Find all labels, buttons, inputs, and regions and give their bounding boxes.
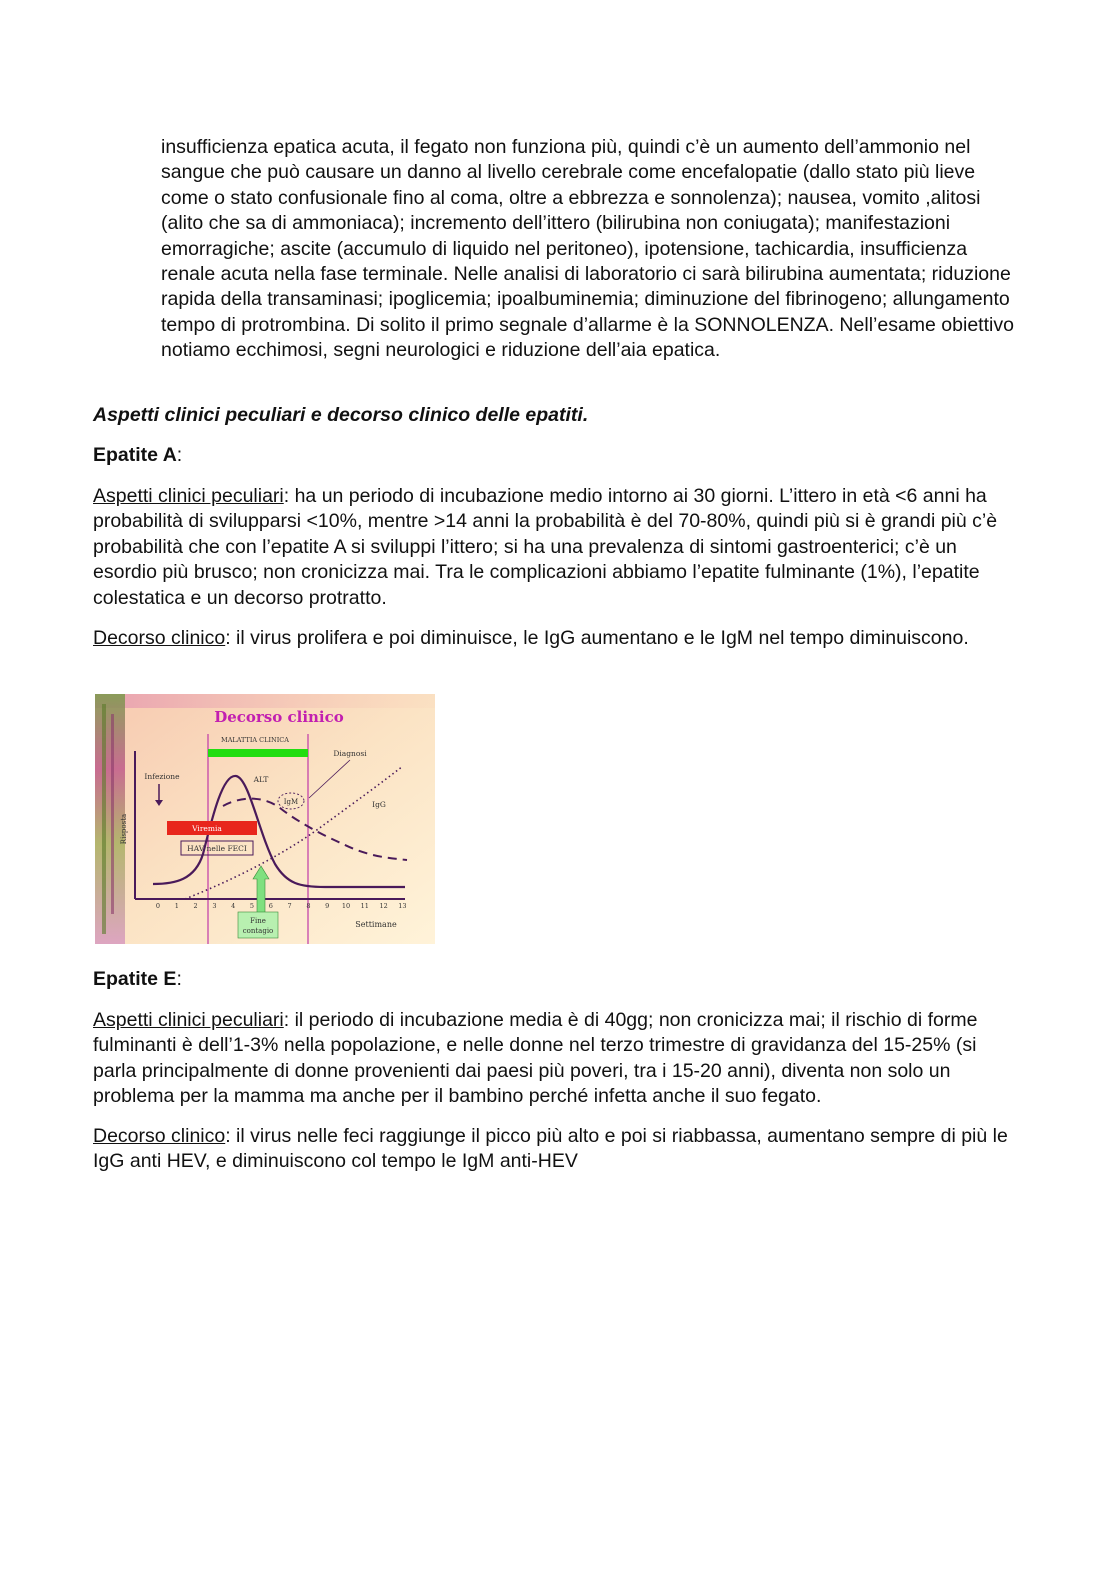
x-axis-tick-label: 6	[268, 902, 273, 910]
decorso-clinico-figure	[95, 694, 435, 944]
hepatitis-e-course-label: Decorso clinico	[93, 1125, 226, 1147]
x-axis-tick-label: 2	[193, 902, 198, 910]
end-contagion-line1: Fine	[250, 917, 266, 925]
diagnosis-label: Diagnosi	[333, 749, 367, 758]
x-axis-tick-label: 5	[249, 902, 255, 910]
section-title: Aspetti clinici peculiari e decorso clinico delle epatiti.	[93, 404, 589, 426]
hepatitis-e-title-colon: :	[176, 968, 182, 990]
igg-label: IgG	[372, 800, 386, 809]
hepatitis-a-clinical-label: Aspetti clinici peculiari	[93, 485, 284, 507]
x-axis-tick-label: 8	[306, 902, 311, 910]
end-contagion-line2: contagio	[242, 927, 274, 935]
x-axis-tick-label: 11	[360, 902, 369, 910]
hepatitis-a-clinical-text: : ha un periodo di incubazione medio intorno ai 30 giorni. L’ittero in età <6 anni ha probabilità di svilupparsi <10%, mentre >14 anni la probabilità è del 70-80%, quindi più si è grandi più c’è probabilità che con l’epatite A si sviluppi l’ittero; si ha una prevalenza di sintomi gastroenterici; c’è un esordio più brusco; non cronicizza mai. Tra le complicazioni abbiamo l’epatite fulminante (1%), l’epatite colestatica e un decorso protratto.	[93, 485, 998, 609]
hepatitis-e-title: Epatite E	[93, 968, 177, 990]
x-axis-tick-label: 4	[231, 902, 236, 910]
hepatitis-a-heading	[93, 443, 1018, 468]
hepatitis-e-clinical-text: : il periodo di incubazione media è di 40gg; non cronicizza mai; il rischio di forme fulminanti è dell’1-3% nella popolazione, e nelle donne nel terzo trimestre di gravidanza del 15-25% (si parla principalmente di donne provenienti dai paesi più poveri, tra i 15-20 anni), diventa non solo un problema per la mamma ma anche per il bambino perché infetta anche il suo fegato.	[93, 1009, 978, 1108]
hepatitis-e-clinical-label: Aspetti clinici peculiari	[93, 1009, 284, 1031]
hepatitis-e-course-text: : il virus nelle feci raggiunge il picco più alto e poi si riabbassa, aumentano sempre di più le IgG anti HEV, e diminuiscono col tempo le IgM anti-HEV	[93, 1125, 1008, 1173]
hepatitis-a-title: Epatite A	[93, 444, 177, 466]
clinical-disease-label: MALATTIA CLINICA	[221, 736, 289, 744]
hepatitis-a-course-label: Decorso clinico	[93, 627, 226, 649]
intro-paragraph: insufficienza epatica acuta, il fegato non funziona più, quindi c’è un aumento dell’ammonio nel sangue che può causare un danno al livello cerebrale come encefalopatie (dallo stato più lieve come o stato confusionale fino al coma, oltre a ebbrezza e sonnolenza); nausea, vomito ,alitosi (alito che sa di ammoniaca); incremento dell’ittero (bilirubina non coniugata); manifestazioni emorragiche; ascite (accumulo di liquido nel peritoneo), ipotensione, tachicardia, insufficienza renale acuta nella fase terminale. Nelle analisi di laboratorio ci sarà bilirubina aumentata; riduzione rapida della transaminasi; ipoglicemia; ipoalbuminemia; diminuzione del fibrinogeno; allungamento tempo di protrombina. Di solito il primo segnale d’allarme è la SONNOLENZA. Nell’esame obiettivo notiamo ecchimosi, segni neurologici e riduzione dell’aia epatica.	[161, 136, 1014, 362]
hepatitis-a-title-colon: :	[176, 444, 183, 466]
figure-svg	[95, 694, 435, 944]
figure-top-band	[95, 694, 435, 708]
viremia-label: Viremia	[192, 824, 222, 833]
hepatitis-e-course-paragraph	[93, 1124, 1018, 1175]
figure-title: Decorso clinico	[214, 708, 344, 726]
x-axis-tick-label: 12	[379, 902, 388, 910]
alt-label: ALT	[253, 775, 269, 784]
igm-label: IgM	[283, 798, 299, 806]
figure-strip-line-2	[111, 714, 114, 914]
hepatitis-a-clinical-paragraph	[93, 484, 1018, 611]
clinical-disease-bar	[208, 749, 308, 757]
x-axis-tick-label: 0	[155, 902, 161, 910]
x-axis-tick-label: 10	[341, 902, 351, 910]
x-axis-label: Settimane	[355, 920, 397, 929]
hepatitis-a-course-text: : il virus prolifera e poi diminuisce, le IgG aumentano e le IgM nel tempo diminuiscono.	[225, 627, 969, 649]
x-axis-tick-label: 13	[398, 902, 407, 910]
figure-strip-line-1	[102, 704, 106, 934]
infection-label: Infezione	[144, 772, 180, 781]
x-axis-tick-label: 7	[287, 902, 292, 910]
x-axis-tick-label: 9	[325, 902, 330, 910]
hepatitis-a-course-paragraph	[93, 626, 1018, 651]
x-axis-tick-label: 1	[174, 902, 179, 910]
y-axis-label: Risposta	[120, 813, 128, 845]
hepatitis-e-clinical-paragraph	[93, 1008, 1018, 1110]
hepatitis-e-heading	[93, 967, 1018, 992]
x-axis-tick-label: 3	[212, 902, 217, 910]
feces-label: HAV nelle FECI	[187, 844, 247, 853]
